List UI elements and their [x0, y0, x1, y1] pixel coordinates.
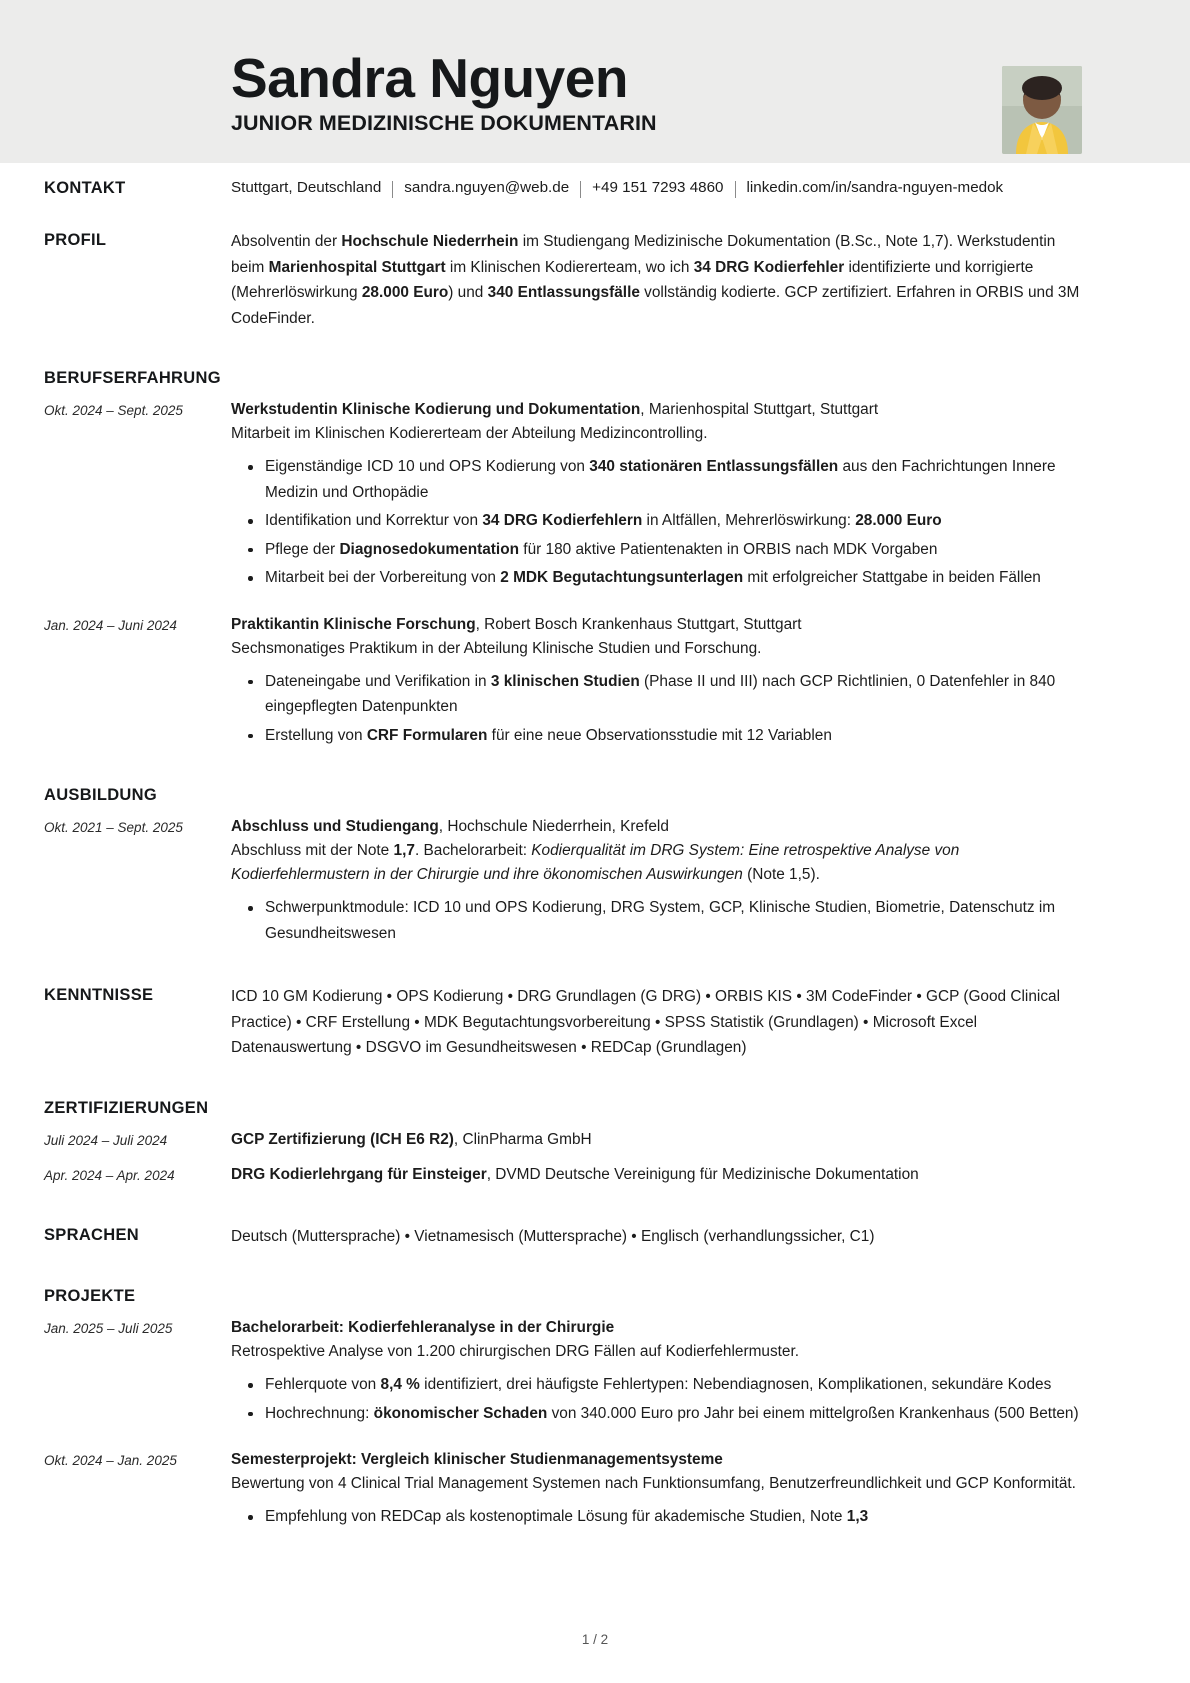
section-label-kontakt: KONTAKT — [44, 179, 126, 197]
contact-divider — [735, 181, 736, 198]
entry-bullet-list — [231, 895, 1080, 946]
entry-title: DRG Kodierlehrgang für Einsteiger, DVMD Deutsche Vereinigung für Medizinische Dokumentation — [231, 1165, 919, 1183]
contact-email[interactable]: sandra.nguyen@web.de — [404, 179, 570, 196]
list-item: Identifikation und Korrektur von 34 DRG Kodierfehlern in Altfällen, Mehrerlöswirkung: 28.000 Euro — [265, 508, 1080, 534]
experience-section-header — [0, 369, 1190, 388]
projects-section-header — [0, 1287, 1190, 1306]
section-label-projekte: PROJEKTE — [44, 1287, 136, 1305]
entry-date: Okt. 2024 – Sept. 2025 — [44, 403, 183, 418]
entry-body — [231, 613, 1080, 749]
entry-bullet-list — [231, 454, 1080, 591]
name-block — [231, 48, 991, 136]
list-item: Erstellung von CRF Formularen für eine neue Observationsstudie mit 12 Variablen — [265, 723, 1080, 749]
list-item: Pflege der Diagnosedokumentation für 180 aktive Patientenakten in ORBIS nach MDK Vorgaben — [265, 537, 1080, 563]
skills-section — [0, 984, 1190, 1061]
experience-entries — [0, 398, 1190, 748]
contact-line — [231, 177, 1080, 199]
entry-body — [231, 1163, 1080, 1186]
certification-entries — [0, 1128, 1190, 1186]
page-title: Sandra Nguyen — [231, 47, 628, 109]
entry-body — [231, 398, 1080, 591]
entry-date: Okt. 2021 – Sept. 2025 — [44, 820, 183, 835]
profile-body — [231, 229, 1080, 331]
entry-title: Bachelorarbeit: Kodierfehleranalyse in der Chirurgie — [231, 1319, 615, 1336]
entry-row — [0, 398, 1190, 591]
section-label-kenntnisse: KENNTNISSE — [44, 986, 154, 1004]
entry-subtitle: Bewertung von 4 Clinical Trial Management Systemen nach Funktionsumfang, Benutzerfreundlichkeit und GCP Konformität. — [231, 1475, 1076, 1492]
entry-date: Jan. 2024 – Juni 2024 — [44, 617, 177, 633]
education-section-header — [0, 786, 1190, 805]
languages-text: Deutsch (Muttersprache) • Vietnamesisch (Muttersprache) • Englisch (verhandlungssicher, C1) — [231, 1227, 875, 1245]
entry-title: Werkstudentin Klinische Kodierung und Dokumentation, Marienhospital Stuttgart, Stuttgart — [231, 401, 879, 418]
languages-section — [0, 1224, 1190, 1250]
contact-location: Stuttgart, Deutschland — [231, 179, 382, 196]
entry-body — [231, 1316, 1080, 1426]
contact-linkedin[interactable]: linkedin.com/in/sandra-nguyen-medok — [746, 179, 1004, 196]
list-item: Schwerpunktmodule: ICD 10 und OPS Kodierung, DRG System, GCP, Klinische Studien, Biometrie, Datenschutz im Gesundheitswesen — [265, 895, 1080, 946]
list-item: Dateneingabe und Verifikation in 3 klinischen Studien (Phase II und III) nach GCP Richtlinien, 0 Datenfehler in 840 eingepflegten Datenpunkten — [265, 669, 1080, 720]
certifications-section-header — [0, 1099, 1190, 1118]
entry-body — [231, 1448, 1080, 1530]
entry-row — [0, 1448, 1190, 1530]
job-title: JUNIOR MEDIZINISCHE DOKUMENTARIN — [231, 111, 657, 135]
section-label-berufserfahrung: BERUFSERFAHRUNG — [44, 369, 221, 387]
profile-section — [0, 229, 1190, 331]
list-item: Fehlerquote von 8,4 % identifiziert, drei häufigste Fehlertypen: Nebendiagnosen, Komplikationen, sekundäre Kodes — [265, 1372, 1080, 1398]
entry-body — [231, 815, 1080, 946]
portrait-photo-icon — [1002, 66, 1082, 154]
entry-subtitle: Retrospektive Analyse von 1.200 chirurgischen DRG Fällen auf Kodierfehlermuster. — [231, 1343, 800, 1360]
page-footer — [0, 1632, 1190, 1647]
entry-subtitle: Mitarbeit im Klinischen Kodiererteam der Abteilung Medizincontrolling. — [231, 425, 708, 442]
project-entries — [0, 1316, 1190, 1530]
entry-title: Abschluss und Studiengang, Hochschule Niederrhein, Krefeld — [231, 818, 669, 835]
entry-bullet-list — [231, 669, 1080, 749]
avatar — [1002, 66, 1082, 154]
entry-title: GCP Zertifizierung (ICH E6 R2), ClinPharma GmbH — [231, 1130, 592, 1148]
section-label-zertifizierungen: ZERTIFIZIERUNGEN — [44, 1098, 209, 1117]
entry-date: Apr. 2024 – Apr. 2024 — [44, 1167, 175, 1183]
skills-text: ICD 10 GM Kodierung • OPS Kodierung • DRG Grundlagen (G DRG) • ORBIS KIS • 3M CodeFinder • GCP (Good Clinical Practice) • CRF Erstellung • MDK Begutachtungsvorbereitung • SPSS Statistik (Grundlagen) • Microsoft Excel Datenauswertung • DSGVO im Gesundheitswesen • REDCap (Grundlagen) — [231, 988, 1060, 1056]
section-label-ausbildung: AUSBILDUNG — [44, 786, 157, 804]
contact-divider — [392, 181, 393, 198]
entry-subtitle: Sechsmonatiges Praktikum in der Abteilung Klinische Studien und Forschung. — [231, 639, 762, 657]
contact-body — [231, 177, 1080, 199]
entry-title: Praktikantin Klinische Forschung, Robert Bosch Krankenhaus Stuttgart, Stuttgart — [231, 615, 802, 633]
entry-row — [0, 1316, 1190, 1426]
section-label-sprachen: SPRACHEN — [44, 1225, 139, 1244]
page-indicator: 1 / 2 — [581, 1632, 609, 1647]
contact-divider — [580, 181, 581, 198]
entry-date: Jan. 2025 – Juli 2025 — [44, 1321, 173, 1336]
entry-subtitle: Abschluss mit der Note 1,7. Bachelorarbeit: Kodierqualität im DRG System: Eine retrospektive Analyse von Kodierfehlermustern in der Chirurgie und ihre ökonomischen Auswirkungen (Note 1,5). — [231, 842, 960, 883]
entry-body — [231, 1128, 1080, 1151]
entry-bullet-list — [231, 1504, 1080, 1530]
entry-date: Okt. 2024 – Jan. 2025 — [44, 1453, 177, 1468]
resume-header — [0, 0, 1190, 163]
entry-row — [0, 1163, 1190, 1186]
list-item: Empfehlung von REDCap als kostenoptimale Lösung für akademische Studien, Note 1,3 — [265, 1504, 1080, 1530]
list-item: Hochrechnung: ökonomischer Schaden von 340.000 Euro pro Jahr bei einem mittelgroßen Krankenhaus (500 Betten) — [265, 1401, 1080, 1427]
entry-bullet-list — [231, 1372, 1080, 1426]
entry-row — [0, 613, 1190, 749]
list-item: Eigenständige ICD 10 und OPS Kodierung von 340 stationären Entlassungsfällen aus den Fachrichtungen Innere Medizin und Orthopädie — [265, 454, 1080, 505]
entry-date: Juli 2024 – Juli 2024 — [44, 1132, 168, 1148]
contact-phone[interactable]: +49 151 7293 4860 — [592, 179, 724, 196]
entry-row — [0, 815, 1190, 946]
entry-row — [0, 1128, 1190, 1151]
profile-text: Absolventin der Hochschule Niederrhein im Studiengang Medizinische Dokumentation (B.Sc., Note 1,7). Werkstudentin beim Marienhospital Stuttgart im Klinischen Kodiererteam, wo ich 34 DRG Kodierfehler identifizierte und korrigierte (Mehrerlöswirkung 28.000 Euro) und 340 Entlassungsfälle vollständig kodierte. GCP zertifiziert. Erfahren in ORBIS und 3M CodeFinder. — [231, 233, 1080, 327]
section-label-profil: PROFIL — [44, 231, 107, 249]
education-entries — [0, 815, 1190, 946]
list-item: Mitarbeit bei der Vorbereitung von 2 MDK Begutachtungsunterlagen mit erfolgreicher Stattgabe in beiden Fällen — [265, 565, 1080, 591]
contact-section — [0, 177, 1190, 199]
entry-title: Semesterprojekt: Vergleich klinischer Studienmanagementsysteme — [231, 1451, 723, 1468]
